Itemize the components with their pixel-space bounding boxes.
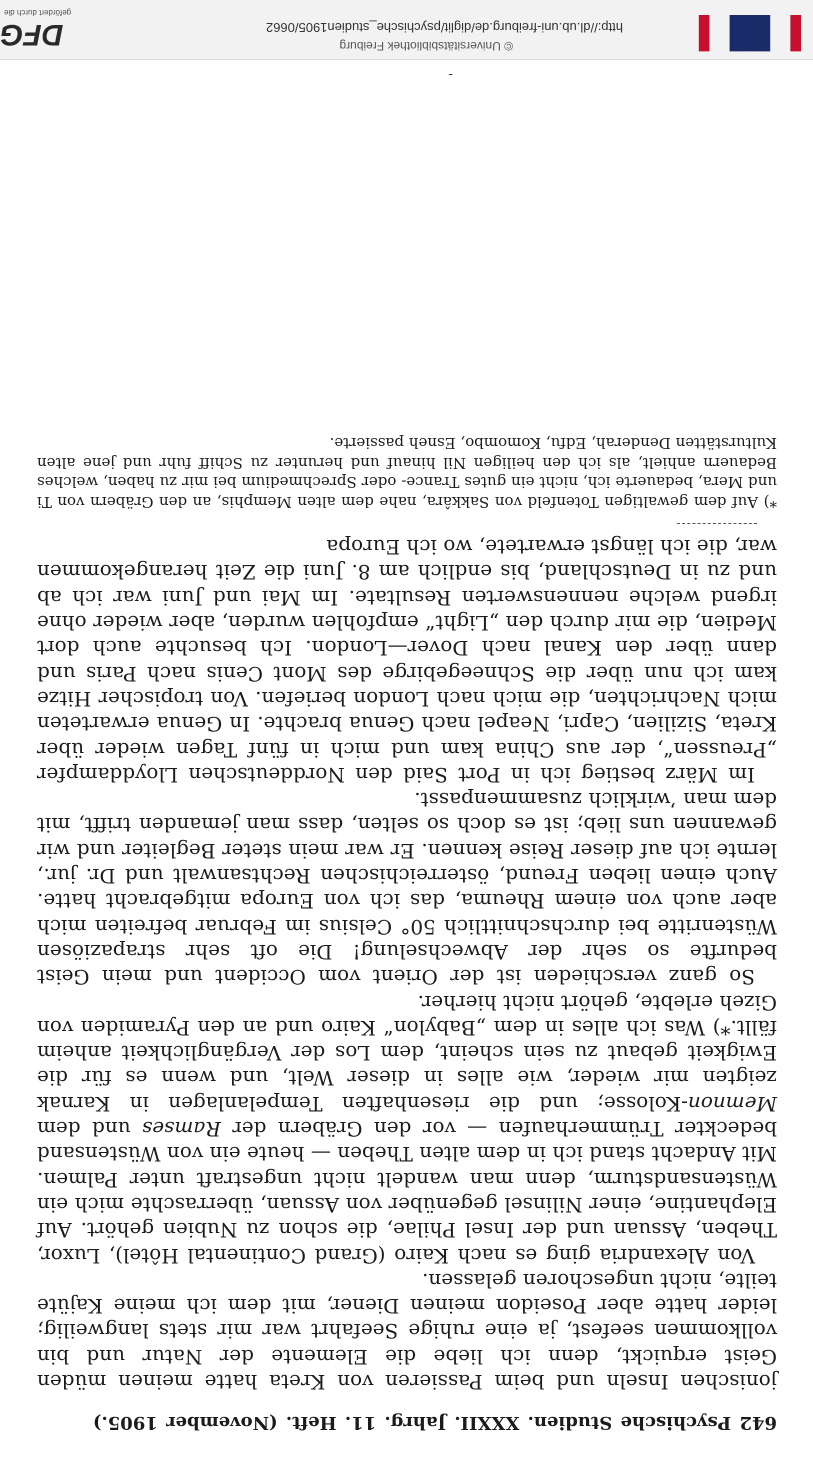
scanned-page [37,433,777,1433]
paragraph-2-part-c: -Kolosse; und die riesenhaften Tempelanlagen in Karnak zeigten mir wieder, wie alles in dieser Welt, und wenn es für die Ewigkeit gebaut zu sein scheint, dem Los der Vergänglichkeit anheim fällt.*) Was ich alles in dem „Babylon“ Kairo und an den Pyramiden von Gizeh erlebte, gehört nicht hierher. [37,990,777,1116]
paragraph-2-part-b: und dem [37,1117,143,1142]
paragraph-2-part-a: Von Alexandria ging es nach Kairo (Grand Continental Hôtel), Luxor, Theben, Assuan und der Insel Philae, die schon zu Nubien gehört. Auf Elephantine, einer Nilinsel gegenüber von Assuan, überraschte mich ein Wüstensandsturm, denn man wandelt nicht ungestraft unter Palmen. Mit Andacht stand ich in dem alten Theben — heute ein von Wüstensand bedeckter Trümmerhaufen — vor den Gräbern der [37,1117,777,1268]
memnon-italic: Memnon [687,1091,777,1116]
permalink[interactable]: http://dl.ub.uni-freiburg.de/diglit/psychische_studien1905/0662 [265,20,623,35]
paragraph-4: Im März bestieg ich in Port Said den Norddeutschen Lloyddampfer „Preussen“, der aus China kam und mich in fünf Tagen wieder über Kreta, Sizilien, Capri, Neapel nach Genua brachte. In Genua erwarteten mich Nachrichten, die mich nach London beriefen. Von tropischer Hitze kam ich nun über die Schneegebirge des Mont Cenis nach Paris und dann über den Kanal nach Dover—London. Ich besuchte auch dort Medien, die mir durch den „Light“ empfohlen wurden, aber wieder ohne irgend welche nennenswerten Resultate. Im Mai und Juni war ich ab und zu in Deutschland, bis endlich am 8. Juni die Zeit herangekommen war, die ich längst erwartete, wo ich Europa [37,535,777,787]
ramses-italic: Ramses [142,1117,221,1142]
body-text [37,534,777,1394]
paragraph-1: jonischen Inseln und beim Passieren von Kreta hatte meinen müden Geist erquickt, denn ich liebe die Elemente der Natur und bin vollkommen seefest, ja eine ruhige Seefahrt war mir stets langweilig; leider hatte aber Poseidon meinen Diener, mit dem ich meine Kajüte teilte, nicht ungeschoren gelassen. [37,1268,777,1394]
copyright-notice: © Universitätsbibliothek Freiburg [339,39,513,53]
paragraph-3: So ganz verschieden ist der Orient vom Occident und mein Geist bedurfte so sehr der Abwechselung! Die oft sehr strapaziösen Wüstenritte bei durchschnittlich 50° Celsius im Februar befreiten mich aber auch von einem Rheuma, das ich von Europa mitgebracht hatte. Auch einen lieben Freund, österreichischen Rechtsanwalt und Dr. jur., lernte ich auf dieser Reise kennen. Er war mein steter Begleiter und wir gewannen uns lieb; ist es doch so selten, dass man jemanden trifft, mit dem man ʼwirklich zusammenpasst. [37,788,777,990]
footnote-rule [677,523,757,524]
footer-band [0,0,813,60]
dfg-logo [0,0,90,59]
paragraph-2 [37,989,777,1267]
ub-freiburg-logo-icon: ▌▐█▌▐ [699,17,801,50]
stray-mark: - [448,67,453,83]
running-head: 642 Psychische Studien. XXXII. Jahrg. 11. Heft. (November 1905.) [92,1412,777,1433]
dfg-logo-mark: DFG [0,18,64,51]
dfg-logo-tagline: gefördert durch die [4,8,72,17]
footnote: *) Auf dem gewaltigen Totenfeld von Sakkâra, nahe dem alten Memphis, an den Gräbern von Ti und Mera, bedauerte ich, nicht ein gutes Trance- oder Sprechmedium bei mir zu haben, welches Bedauern anhielt, als ich den heiligen Nil hinauf und herunter zu Schiff fuhr und jene alten Kulturstätten Denderah, Edfu, Komombo, Esneh passierte. [37,434,777,511]
